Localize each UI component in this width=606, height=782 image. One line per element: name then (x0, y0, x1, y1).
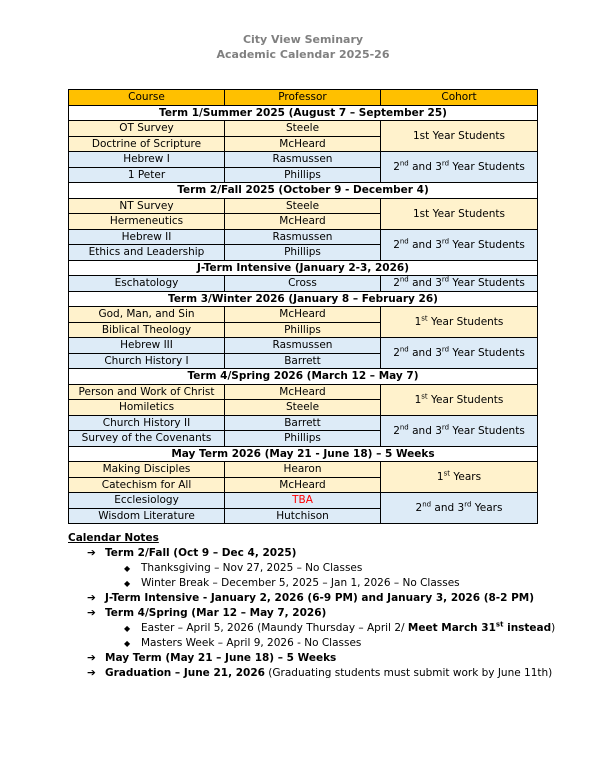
diamond-bullet-icon: ◆ (124, 564, 131, 573)
cohort-ordinal: nd (399, 345, 409, 354)
arrow-icon: ➔ (87, 607, 96, 619)
table-row (69, 152, 538, 168)
calendar-body (69, 90, 538, 524)
professor-cell: McHeard (225, 214, 381, 230)
cohort-ordinal: st (421, 392, 428, 400)
table-row (69, 307, 538, 323)
table-row (69, 198, 538, 214)
course-cell: Ethics and Leadership (69, 245, 225, 261)
cohort-ordinal: nd (399, 159, 409, 168)
professor-cell: Barrett (225, 353, 381, 369)
course-cell: Homiletics (69, 400, 225, 416)
professor-cell: McHeard (225, 307, 381, 323)
professor-cell: Phillips (225, 167, 381, 183)
arrow-icon: ➔ (87, 652, 96, 664)
header-row (69, 90, 538, 106)
cohort-text: Year Students (427, 316, 504, 328)
term-header-row (69, 446, 538, 462)
course-cell: Hebrew II (69, 229, 225, 245)
cohort-text: and 3 (408, 238, 442, 251)
note-text: (Graduating students must submit work by June 11th) (264, 667, 553, 679)
note-subitem (68, 636, 555, 651)
professor-cell: Rasmussen (225, 338, 381, 354)
column-header-course: Course (69, 90, 225, 106)
course-cell: Biblical Theology (69, 322, 225, 338)
notes-title: Calendar Notes (68, 532, 159, 544)
cohort-cell (381, 229, 538, 260)
cohort-ordinal: nd (399, 275, 409, 284)
document-title: City View Seminary (242, 33, 364, 46)
professor-cell: Phillips (225, 431, 381, 447)
cohort-text: 2 (393, 277, 400, 290)
cohort-text: and 3 (408, 424, 442, 437)
cohort-ordinal: nd (422, 500, 432, 509)
cohort-text: Year Students (449, 238, 525, 251)
cohort-ordinal: nd (399, 237, 409, 245)
subitem-bold: instead (503, 622, 552, 634)
note-heading: J-Term Intensive - January 2, 2026 (6-9 PM) and January 3, 2026 (8-2 PM) (105, 592, 535, 604)
course-cell: NT Survey (69, 198, 225, 214)
course-cell: Person and Work of Christ (69, 384, 225, 400)
cohort-ordinal: st (443, 469, 451, 478)
column-header-professor: Professor (225, 90, 381, 106)
subitem-text: Winter Break – December 5, 2025 – Jan 1, 2026 – No Classes (141, 577, 460, 589)
cohort-text: and 3 (408, 277, 442, 290)
professor-cell: Steele (225, 121, 381, 137)
table-row (69, 338, 538, 354)
cohort-text: Year Students (449, 277, 525, 290)
cohort-text: 1st Year Students (413, 207, 505, 220)
professor-cell: Steele (225, 198, 381, 214)
cohort-text: and 3 (408, 347, 442, 359)
term-header-row (69, 369, 538, 385)
note-heading: Graduation – June 21, 2026 (105, 667, 265, 679)
term-title: J-Term Intensive (January 2-3, 2026) (69, 260, 538, 276)
subitem-text: Thanksgiving – Nov 27, 2025 – No Classes (141, 562, 363, 574)
diamond-bullet-icon: ◆ (124, 579, 131, 588)
course-cell: Church History I (69, 353, 225, 369)
professor-cell: McHeard (225, 384, 381, 400)
column-header-cohort: Cohort (381, 90, 538, 106)
cohort-ordinal: rd (441, 275, 450, 284)
course-cell: God, Man, and Sin (69, 307, 225, 323)
subitem-text: Easter – April 5, 2026 (Maundy Thursday – April 2/ (141, 622, 408, 634)
cohort-text: 1 (414, 316, 422, 328)
cohort-cell (381, 198, 538, 229)
diamond-bullet-icon: ◆ (124, 639, 131, 648)
table-row (69, 229, 538, 245)
course-cell: Hermeneutics (69, 214, 225, 230)
table-row (69, 415, 538, 431)
professor-cell: Phillips (225, 322, 381, 338)
cohort-text: Years (450, 471, 482, 483)
cohort-text: 1st Year Students (413, 130, 505, 142)
cohort-text: 2 (393, 161, 400, 173)
professor-cell: TBA (225, 493, 381, 509)
cohort-cell (381, 152, 538, 183)
note-subitem (68, 576, 555, 591)
cohort-text: 2 (393, 424, 400, 437)
course-cell: Hebrew I (69, 152, 225, 168)
course-cell: Ecclesiology (69, 493, 225, 509)
cohort-text: and 3 (408, 161, 442, 173)
term-header-row (69, 291, 538, 307)
table-row (69, 384, 538, 400)
term-title: Term 3/Winter 2026 (January 8 – February 26) (69, 291, 538, 307)
cohort-text: Year Students (449, 347, 525, 359)
term-title: May Term 2026 (May 21 - June 18) – 5 Weeks (69, 446, 538, 462)
note-item (68, 546, 555, 561)
course-cell: Making Disciples (69, 462, 225, 478)
cohort-text: Year Students (449, 424, 525, 437)
cohort-text: 2 (393, 347, 400, 359)
cohort-text: 2 (393, 238, 400, 251)
cohort-ordinal: rd (441, 345, 450, 354)
document-subtitle: Academic Calendar 2025-26 (216, 48, 390, 61)
cohort-cell (381, 307, 538, 338)
professor-cell: Phillips (225, 245, 381, 261)
note-item (68, 606, 555, 621)
subitem-ordinal: st (495, 620, 504, 629)
professor-cell: Cross (225, 276, 381, 292)
term-title: Term 1/Summer 2025 (August 7 – September 25) (69, 105, 538, 121)
course-cell: OT Survey (69, 121, 225, 137)
term-header-row (69, 260, 538, 276)
term-title: Term 4/Spring 2026 (March 12 – May 7) (69, 369, 538, 385)
note-heading: May Term (May 21 – June 18) – 5 Weeks (105, 652, 337, 664)
cohort-ordinal: rd (441, 237, 450, 245)
diamond-bullet-icon: ◆ (124, 624, 131, 633)
course-cell: Doctrine of Scripture (69, 136, 225, 152)
professor-cell: Hearon (225, 462, 381, 478)
professor-cell: Steele (225, 400, 381, 416)
course-cell: Survey of the Covenants (69, 431, 225, 447)
note-heading: Term 4/Spring (Mar 12 – May 7, 2026) (105, 607, 327, 619)
note-subitem (68, 561, 555, 576)
subitem-bold: Meet March 31 (407, 622, 496, 634)
note-item (68, 666, 555, 681)
cohort-text: and 3 (431, 502, 465, 514)
subitem-text: Masters Week – April 9, 2026 - No Classes (141, 637, 362, 649)
term-header-row (69, 183, 538, 199)
cohort-ordinal: rd (441, 423, 450, 431)
arrow-icon: ➔ (87, 592, 96, 604)
term-header-row (69, 105, 538, 121)
note-heading: Term 2/Fall (Oct 9 – Dec 4, 2025) (105, 547, 297, 559)
table-row (69, 493, 538, 509)
cohort-cell (381, 121, 538, 152)
cohort-text: 1 (436, 471, 444, 483)
cohort-text: 1 (414, 393, 422, 406)
cohort-ordinal: st (421, 314, 428, 323)
arrow-icon: ➔ (87, 547, 96, 559)
professor-cell: Rasmussen (225, 152, 381, 168)
course-cell: 1 Peter (69, 167, 225, 183)
note-item (68, 591, 555, 606)
professor-cell: Rasmussen (225, 229, 381, 245)
professor-cell: Barrett (225, 415, 381, 431)
cohort-ordinal: nd (399, 423, 409, 431)
cohort-cell (381, 338, 538, 369)
cohort-cell (381, 384, 538, 415)
cohort-text: 2 (415, 502, 423, 514)
cohort-cell (381, 493, 538, 524)
table-row (69, 276, 538, 292)
table-row (69, 462, 538, 478)
cohort-ordinal: rd (464, 500, 472, 509)
cohort-text: Year Students (427, 393, 504, 406)
note-subitem (68, 621, 555, 636)
course-cell: Catechism for All (69, 477, 225, 493)
cohort-text: Years (471, 502, 503, 514)
professor-cell: McHeard (225, 477, 381, 493)
term-title: Term 2/Fall 2025 (October 9 - December 4) (69, 183, 538, 199)
table-row (69, 121, 538, 137)
cohort-ordinal: rd (441, 159, 450, 168)
cohort-cell (381, 415, 538, 446)
arrow-icon: ➔ (87, 667, 96, 679)
course-cell: Church History II (69, 415, 225, 431)
note-item (68, 651, 555, 666)
cohort-text: Year Students (449, 161, 525, 173)
course-cell: Wisdom Literature (69, 508, 225, 524)
subitem-text: ) (551, 622, 556, 634)
cohort-cell (381, 462, 538, 493)
calendar-table (68, 89, 538, 524)
calendar-notes (68, 531, 555, 681)
course-cell: Hebrew III (69, 338, 225, 354)
cohort-cell (381, 276, 538, 292)
professor-cell: McHeard (225, 136, 381, 152)
course-cell: Eschatology (69, 276, 225, 292)
professor-cell: Hutchison (225, 508, 381, 524)
